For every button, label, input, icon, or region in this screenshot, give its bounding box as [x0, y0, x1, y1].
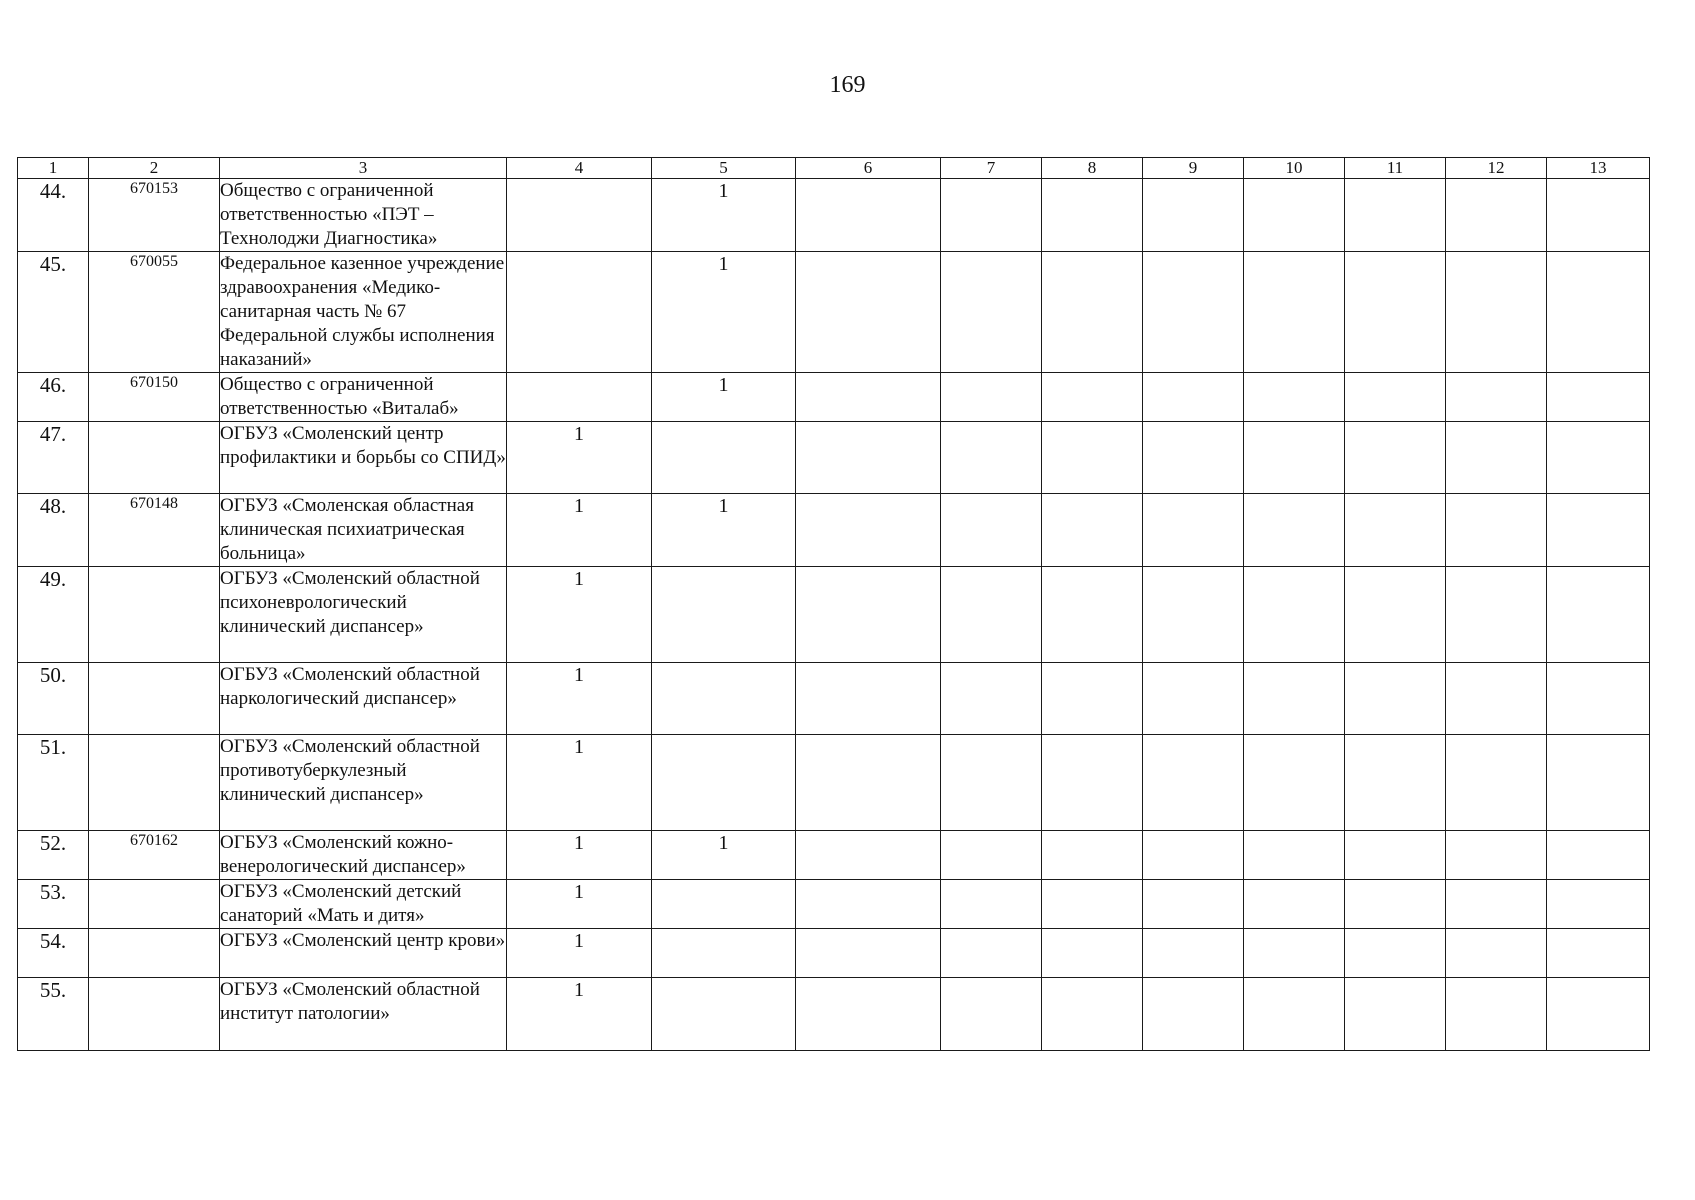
empty-cell — [941, 831, 1042, 880]
empty-cell — [1042, 567, 1143, 663]
empty-cell — [1547, 735, 1650, 831]
organization-name: ОГБУЗ «Смоленский кожно-венерологический диспансер» — [220, 831, 507, 880]
column-header: 2 — [89, 158, 220, 179]
column-header: 3 — [220, 158, 507, 179]
row-number: 54. — [18, 929, 89, 978]
column-5-value — [652, 663, 796, 735]
column-4-value: 1 — [507, 735, 652, 831]
column-4-value — [507, 252, 652, 373]
column-5-value: 1 — [652, 179, 796, 252]
empty-cell — [941, 252, 1042, 373]
empty-cell — [1042, 735, 1143, 831]
empty-cell — [796, 735, 941, 831]
column-5-value — [652, 929, 796, 978]
row-code: 670148 — [89, 494, 220, 567]
empty-cell — [941, 373, 1042, 422]
column-header: 1 — [18, 158, 89, 179]
column-header: 9 — [1143, 158, 1244, 179]
table-row — [18, 663, 1650, 735]
organization-name: ОГБУЗ «Смоленская областная клиническая психиатрическая больница» — [220, 494, 507, 567]
empty-cell — [1143, 831, 1244, 880]
empty-cell — [1446, 831, 1547, 880]
empty-cell — [1345, 978, 1446, 1051]
empty-cell — [941, 978, 1042, 1051]
empty-cell — [1042, 422, 1143, 494]
empty-cell — [1244, 663, 1345, 735]
empty-cell — [1042, 663, 1143, 735]
table-row — [18, 252, 1650, 373]
empty-cell — [796, 373, 941, 422]
empty-cell — [1345, 663, 1446, 735]
empty-cell — [1042, 179, 1143, 252]
empty-cell — [1042, 831, 1143, 880]
column-5-value — [652, 978, 796, 1051]
organization-name: Общество с ограниченной ответственностью «Виталаб» — [220, 373, 507, 422]
empty-cell — [796, 663, 941, 735]
column-header: 10 — [1244, 158, 1345, 179]
empty-cell — [1446, 494, 1547, 567]
empty-cell — [1042, 373, 1143, 422]
empty-cell — [1547, 179, 1650, 252]
page-number: 169 — [829, 72, 866, 98]
empty-cell — [1345, 567, 1446, 663]
empty-cell — [1446, 422, 1547, 494]
table-row — [18, 880, 1650, 929]
empty-cell — [1143, 567, 1244, 663]
column-header: 12 — [1446, 158, 1547, 179]
empty-cell — [1244, 978, 1345, 1051]
empty-cell — [1042, 494, 1143, 567]
column-4-value: 1 — [507, 880, 652, 929]
empty-cell — [941, 567, 1042, 663]
row-code: 670055 — [89, 252, 220, 373]
table-row — [18, 831, 1650, 880]
row-code — [89, 880, 220, 929]
empty-cell — [1042, 978, 1143, 1051]
column-header: 8 — [1042, 158, 1143, 179]
empty-cell — [941, 494, 1042, 567]
column-5-value — [652, 567, 796, 663]
organization-name: Общество с ограниченной ответственностью «ПЭТ – Технолоджи Диагностика» — [220, 179, 507, 252]
empty-cell — [1345, 735, 1446, 831]
empty-cell — [1143, 494, 1244, 567]
table-row — [18, 422, 1650, 494]
row-number: 46. — [18, 373, 89, 422]
empty-cell — [1446, 252, 1547, 373]
empty-cell — [1244, 179, 1345, 252]
empty-cell — [941, 880, 1042, 929]
empty-cell — [796, 179, 941, 252]
row-number: 45. — [18, 252, 89, 373]
empty-cell — [1547, 978, 1650, 1051]
organization-name: Федеральное казенное учреждение здравоохранения «Медико-санитарная часть № 67 Федеральной службы исполнения наказаний» — [220, 252, 507, 373]
organization-name: ОГБУЗ «Смоленский центр крови» — [220, 929, 507, 978]
column-header: 11 — [1345, 158, 1446, 179]
empty-cell — [1143, 929, 1244, 978]
organization-name: ОГБУЗ «Смоленский центр профилактики и борьбы со СПИД» — [220, 422, 507, 494]
row-code: 670153 — [89, 179, 220, 252]
empty-cell — [1244, 831, 1345, 880]
empty-cell — [1244, 567, 1345, 663]
column-header: 13 — [1547, 158, 1650, 179]
column-header: 4 — [507, 158, 652, 179]
empty-cell — [1345, 880, 1446, 929]
column-4-value — [507, 373, 652, 422]
column-4-value: 1 — [507, 422, 652, 494]
empty-cell — [1143, 880, 1244, 929]
empty-cell — [1143, 179, 1244, 252]
empty-cell — [1547, 880, 1650, 929]
empty-cell — [941, 422, 1042, 494]
column-4-value: 1 — [507, 494, 652, 567]
empty-cell — [796, 494, 941, 567]
row-code — [89, 422, 220, 494]
empty-cell — [1547, 494, 1650, 567]
empty-cell — [1547, 929, 1650, 978]
row-number: 47. — [18, 422, 89, 494]
empty-cell — [1244, 422, 1345, 494]
row-number: 50. — [18, 663, 89, 735]
column-5-value: 1 — [652, 831, 796, 880]
empty-cell — [1345, 422, 1446, 494]
column-5-value — [652, 735, 796, 831]
empty-cell — [1042, 929, 1143, 978]
empty-cell — [1446, 880, 1547, 929]
empty-cell — [1345, 929, 1446, 978]
empty-cell — [1446, 929, 1547, 978]
empty-cell — [1244, 373, 1345, 422]
empty-cell — [796, 422, 941, 494]
empty-cell — [1547, 567, 1650, 663]
row-number: 49. — [18, 567, 89, 663]
column-header: 7 — [941, 158, 1042, 179]
empty-cell — [1345, 252, 1446, 373]
empty-cell — [1446, 978, 1547, 1051]
empty-cell — [1547, 831, 1650, 880]
column-5-value: 1 — [652, 494, 796, 567]
empty-cell — [1345, 831, 1446, 880]
empty-cell — [1143, 735, 1244, 831]
empty-cell — [1042, 880, 1143, 929]
empty-cell — [1244, 494, 1345, 567]
empty-cell — [1547, 663, 1650, 735]
empty-cell — [1345, 373, 1446, 422]
empty-cell — [1244, 252, 1345, 373]
row-number: 51. — [18, 735, 89, 831]
column-header: 5 — [652, 158, 796, 179]
row-code — [89, 735, 220, 831]
empty-cell — [1547, 252, 1650, 373]
empty-cell — [1143, 978, 1244, 1051]
row-code: 670150 — [89, 373, 220, 422]
row-number: 55. — [18, 978, 89, 1051]
row-code: 670162 — [89, 831, 220, 880]
column-4-value: 1 — [507, 929, 652, 978]
empty-cell — [796, 978, 941, 1051]
empty-cell — [941, 179, 1042, 252]
table-row — [18, 179, 1650, 252]
empty-cell — [796, 567, 941, 663]
empty-cell — [1345, 179, 1446, 252]
organization-name: ОГБУЗ «Смоленский областной институт патологии» — [220, 978, 507, 1051]
empty-cell — [941, 929, 1042, 978]
header-row — [18, 158, 1650, 179]
row-number: 44. — [18, 179, 89, 252]
empty-cell — [1547, 373, 1650, 422]
column-5-value — [652, 422, 796, 494]
column-4-value: 1 — [507, 663, 652, 735]
table-row — [18, 978, 1650, 1051]
empty-cell — [1446, 567, 1547, 663]
empty-cell — [1446, 663, 1547, 735]
table-row — [18, 373, 1650, 422]
row-number: 53. — [18, 880, 89, 929]
row-code — [89, 567, 220, 663]
organization-name: ОГБУЗ «Смоленский областной наркологический диспансер» — [220, 663, 507, 735]
empty-cell — [941, 663, 1042, 735]
empty-cell — [1244, 880, 1345, 929]
empty-cell — [1345, 494, 1446, 567]
column-4-value: 1 — [507, 831, 652, 880]
table-row — [18, 494, 1650, 567]
organization-name: ОГБУЗ «Смоленский детский санаторий «Мать и дитя» — [220, 880, 507, 929]
empty-cell — [796, 252, 941, 373]
empty-cell — [1446, 735, 1547, 831]
empty-cell — [1042, 252, 1143, 373]
column-5-value — [652, 880, 796, 929]
row-code — [89, 929, 220, 978]
empty-cell — [1143, 422, 1244, 494]
column-header: 6 — [796, 158, 941, 179]
empty-cell — [1143, 252, 1244, 373]
empty-cell — [1244, 735, 1345, 831]
empty-cell — [1244, 929, 1345, 978]
row-code — [89, 663, 220, 735]
registry-table — [17, 157, 1650, 1051]
row-code — [89, 978, 220, 1051]
empty-cell — [941, 735, 1042, 831]
row-number: 48. — [18, 494, 89, 567]
empty-cell — [1446, 373, 1547, 422]
empty-cell — [1143, 663, 1244, 735]
empty-cell — [1547, 422, 1650, 494]
column-4-value — [507, 179, 652, 252]
column-4-value: 1 — [507, 567, 652, 663]
table-row — [18, 567, 1650, 663]
empty-cell — [796, 929, 941, 978]
empty-cell — [796, 831, 941, 880]
organization-name: ОГБУЗ «Смоленский областной противотуберкулезный клинический диспансер» — [220, 735, 507, 831]
row-number: 52. — [18, 831, 89, 880]
column-4-value: 1 — [507, 978, 652, 1051]
column-5-value: 1 — [652, 373, 796, 422]
table-row — [18, 929, 1650, 978]
empty-cell — [796, 880, 941, 929]
empty-cell — [1143, 373, 1244, 422]
column-5-value: 1 — [652, 252, 796, 373]
table-row — [18, 735, 1650, 831]
empty-cell — [1446, 179, 1547, 252]
organization-name: ОГБУЗ «Смоленский областной психоневрологический клинический диспансер» — [220, 567, 507, 663]
table-body — [18, 179, 1650, 1051]
